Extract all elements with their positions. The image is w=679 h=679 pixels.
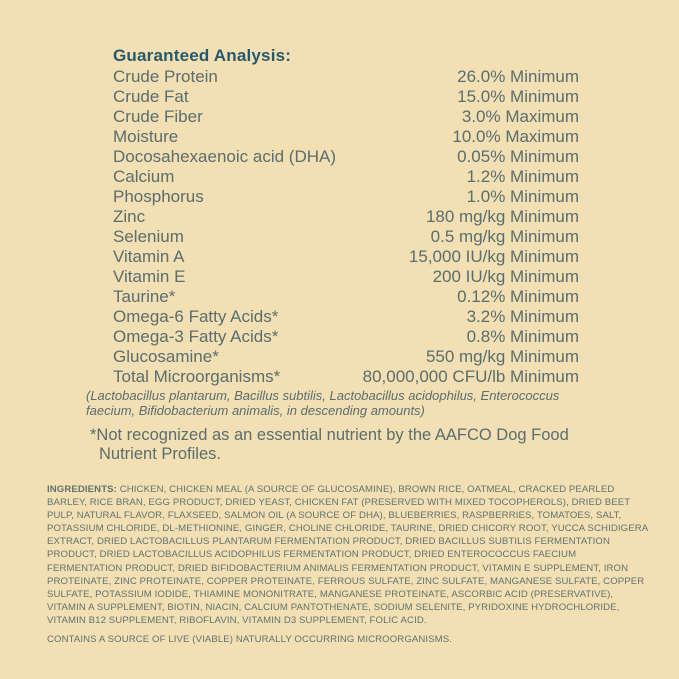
nutrient-value: 0.5 mg/kg Minimum (430, 227, 579, 246)
nutrient-name: Omega-6 Fatty Acids* (113, 307, 279, 326)
ingredients-section (47, 483, 648, 646)
nutrient-name: Selenium (113, 227, 184, 246)
nutrient-value: 1.2% Minimum (466, 167, 579, 186)
nutrient-name: Vitamin A (113, 247, 185, 266)
ingredients-paragraph (47, 483, 648, 627)
nutrient-name: Crude Protein (113, 67, 218, 86)
ingredients-list: CHICKEN, CHICKEN MEAL (A SOURCE OF GLUCOSAMINE), BROWN RICE, OATMEAL, CRACKED PEARLED BARLEY, RICE BRAN, EGG PRODUCT, DRIED YEAST, CHICKEN FAT (PRESERVED WITH MIXED TOCOPHEROLS), DRIED BEET PULP, NATURAL FLAVOR, FLAXSEED, SALMON OIL (A SOURCE OF DHA), BLUEBERRIES, RASPBERRIES, TOMATOES, SALT, POTASSIUM CHLORIDE, DL-METHIONINE, GINGER, CHOLINE CHLORIDE, TAURINE, DRIED CHICORY ROOT, YUCCA SCHIDIGERA EXTRACT, DRIED LACTOBACILLUS PLANTARUM FERMENTATION PRODUCT, DRIED BACILLUS SUBTILIS FERMENTATION PRODUCT, DRIED LACTOBACILLUS ACIDOPHILUS FERMENTATION PRODUCT, DRIED ENTEROCOCCUS FAECIUM FERMENTATION PRODUCT, DRIED BIFIDOBACTERIUM ANIMALIS FERMENTATION PRODUCT, VITAMIN E SUPPLEMENT, IRON PROTEINATE, ZINC PROTEINATE, COPPER PROTEINATE, FERROUS SULFATE, ZINC SULFATE, MANGANESE SULFATE, COPPER SULFATE, POTASSIUM IODIDE, THIAMINE MONONITRATE, MANGANESE PROTEINATE, ASCORBIC ACID (PRESERVATIVE), VITAMIN A SUPPLEMENT, BIOTIN, NIACIN, CALCIUM PANTOTHENATE, SODIUM SELENITE, PYRIDOXINE HYDROCHLORIDE, VITAMIN B12 SUPPLEMENT, RIBOFLAVIN, VITAMIN D3 SUPPLEMENT, FOLIC ACID. (47, 484, 648, 626)
nutrient-value: 3.2% Minimum (466, 307, 579, 326)
microorganism-species-note: (Lactobacillus plantarum, Bacillus subtilis, Lactobacillus acidophilus, Enterococcus faecium, Bifidobacterium animalis, in descending amounts) (86, 388, 560, 418)
nutrient-value: 0.8% Minimum (466, 327, 579, 346)
nutrient-value: 1.0% Minimum (466, 187, 579, 206)
analysis-row (113, 227, 579, 247)
analysis-row (113, 67, 579, 87)
analysis-row (113, 207, 579, 227)
analysis-row (113, 247, 579, 267)
contains-statement: CONTAINS A SOURCE OF LIVE (VIABLE) NATURALLY OCCURRING MICROORGANISMS. (47, 634, 453, 646)
nutrient-name: Omega-3 Fatty Acids* (113, 327, 279, 346)
analysis-row (113, 267, 579, 287)
nutrient-name: Taurine* (113, 287, 176, 306)
guaranteed-analysis-table (113, 67, 579, 387)
guaranteed-analysis-heading: Guaranteed Analysis: (113, 46, 292, 65)
analysis-row (113, 107, 579, 127)
nutrient-value: 0.05% Minimum (457, 147, 579, 166)
analysis-row (113, 307, 579, 327)
nutrient-name: Crude Fiber (113, 107, 203, 126)
nutrient-value: 15.0% Minimum (457, 87, 579, 106)
nutrient-name: Vitamin E (113, 267, 186, 286)
analysis-row (113, 367, 579, 387)
nutrient-value: 550 mg/kg Minimum (425, 347, 579, 366)
nutrient-name: Docosahexaenoic acid (DHA) (113, 147, 336, 166)
nutrient-value: 3.0% Maximum (461, 107, 579, 126)
nutrient-name: Crude Fat (113, 87, 189, 106)
analysis-row (113, 347, 579, 367)
analysis-row (113, 327, 579, 347)
nutrient-value: 10.0% Maximum (452, 127, 579, 146)
nutrient-value: 0.12% Minimum (457, 287, 579, 306)
nutrient-name: Total Microorganisms* (113, 367, 281, 386)
nutrient-name: Moisture (113, 127, 179, 146)
analysis-row (113, 287, 579, 307)
analysis-row (113, 167, 579, 187)
nutrient-name: Glucosamine* (113, 347, 219, 366)
nutrient-value: 180 mg/kg Minimum (425, 207, 579, 226)
nutrient-value: 15,000 IU/kg Minimum (408, 247, 579, 266)
analysis-row (113, 127, 579, 147)
aafco-footnote: *Not recognized as an essential nutrient by the AAFCO Dog Food Nutrient Profiles. (90, 426, 569, 463)
nutrient-value: 200 IU/kg Minimum (432, 267, 579, 286)
nutrient-value: 80,000,000 CFU/lb Minimum (362, 367, 579, 386)
analysis-row (113, 87, 579, 107)
analysis-row (113, 187, 579, 207)
analysis-row (113, 147, 579, 167)
ingredients-heading: INGREDIENTS: (47, 484, 117, 495)
nutrient-name: Phosphorus (113, 187, 204, 206)
nutrient-value: 26.0% Minimum (457, 67, 579, 86)
nutrient-name: Calcium (113, 167, 175, 186)
nutrient-name: Zinc (113, 207, 146, 226)
